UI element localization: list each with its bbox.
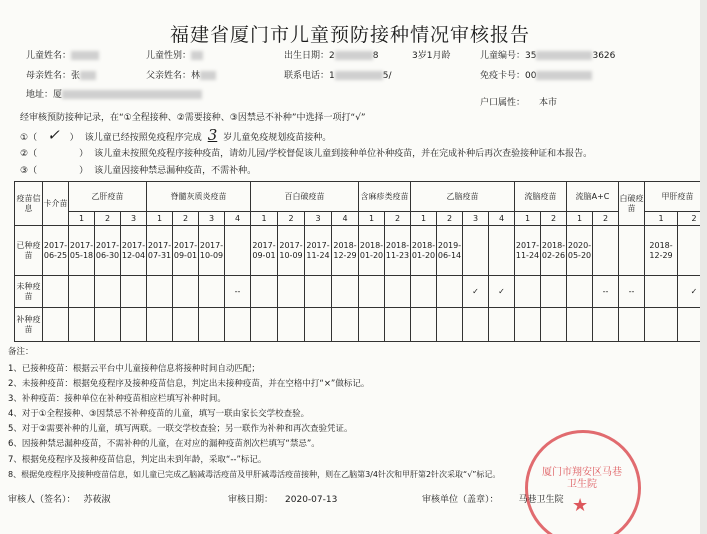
- dose-date-cell: 2017-06-25: [43, 226, 69, 276]
- auditor-field: [8, 492, 111, 505]
- dose-number: 3: [199, 212, 225, 226]
- report-title: 福建省厦门市儿童预防接种情况审核报告: [169, 24, 530, 46]
- dose-date-cell: [593, 226, 619, 276]
- note-item: 7、根据免疫程序及接种疫苗信息，判定出未到年龄，采取“--”标记。: [8, 455, 267, 465]
- dose-date-cell: 2020-05-20: [567, 226, 593, 276]
- mark-cell: [437, 276, 463, 308]
- household-value: 本市: [539, 98, 558, 108]
- dose-number: 4: [225, 212, 251, 226]
- dose-date-cell: 2017-09-01: [173, 226, 199, 276]
- dose-date-cell: 2017-06-30: [95, 226, 121, 276]
- dose-number: 2: [678, 212, 700, 226]
- dose-date-cell: 2017-11-24: [305, 226, 332, 276]
- checkmark-icon: ✓: [47, 126, 60, 144]
- auditor-label: 审核人（签名）：: [8, 495, 76, 505]
- child-gender-field: [146, 48, 203, 61]
- dose-date-cell: 2017-10-09: [278, 226, 305, 276]
- option-paren-close: ）: [69, 133, 79, 143]
- dose-number: 3: [463, 212, 489, 226]
- dose-number: 2: [593, 212, 619, 226]
- redaction: [200, 71, 216, 80]
- group-bcg: 卡介苗: [43, 182, 69, 226]
- dose-number: 4: [332, 212, 359, 226]
- dose-date-cell: 2019-06-14: [437, 226, 463, 276]
- group-hepb: 乙肝疫苗: [69, 182, 147, 212]
- catch-up-cell[interactable]: [147, 308, 173, 342]
- father-name-field: [146, 68, 216, 81]
- dose-number: 1: [645, 212, 678, 226]
- dose-date-cell: [489, 226, 515, 276]
- seal-text: 厦门市翔安区马巷卫生院: [542, 467, 622, 490]
- dose-date-cell: 2018-12-29: [645, 226, 678, 276]
- child-no-suffix: 3626: [592, 51, 616, 61]
- group-polio: 脊髓灰质炎疫苗: [147, 182, 251, 212]
- catch-up-cell[interactable]: [645, 308, 678, 342]
- row-label: 已种疫苗: [15, 226, 43, 276]
- catch-up-cell[interactable]: [69, 308, 95, 342]
- dose-number: 2: [278, 212, 305, 226]
- option-text: 该儿童因接种禁忌漏种疫苗，不需补种。: [94, 166, 257, 176]
- address-label: 地址：: [26, 90, 54, 100]
- catch-up-cell[interactable]: [199, 308, 225, 342]
- dose-date-cell: [463, 226, 489, 276]
- vacc-card-field: [480, 68, 592, 81]
- redaction: [80, 71, 96, 80]
- mark-cell: [305, 276, 332, 308]
- phone-tail: 5/: [382, 71, 392, 81]
- catch-up-cell[interactable]: [278, 308, 305, 342]
- household-field: [480, 95, 557, 108]
- catch-up-cell[interactable]: [43, 308, 69, 342]
- note-item: 5、对于②需要补种的儿童，填写两联。一联交学校查验；另一联作为补种和再次查验凭证。: [8, 424, 353, 434]
- child-gender-label: 儿童性别：: [146, 51, 192, 61]
- catch-up-cell[interactable]: [437, 308, 463, 342]
- mark-cell: [69, 276, 95, 308]
- father-name-label: 父亲姓名：: [146, 71, 192, 81]
- note-item: 1、已接种疫苗：根据云平台中儿童接种信息将接种时间自动匹配；: [8, 364, 260, 374]
- household-label: 户口属性：: [480, 98, 526, 108]
- mark-cell: --: [225, 276, 251, 308]
- mark-cell: [385, 276, 411, 308]
- audit-date-field: [228, 492, 337, 505]
- note-item: 8、根据免疫程序及接种疫苗信息，如儿童已完成乙脑减毒活疫苗及甲肝减毒活疫苗接种，则在乙脑第3/4针次和甲肝第2针次采取“√”标记。: [8, 470, 501, 479]
- option-3[interactable]: [20, 163, 256, 176]
- audit-date-value: 2020-07-13: [285, 495, 338, 505]
- catch-up-cell[interactable]: [173, 308, 199, 342]
- dose-date-cell: 2017-07-31: [147, 226, 173, 276]
- redaction: [62, 90, 202, 99]
- group-dtp: 百白破疫苗: [251, 182, 359, 212]
- star-icon: ★: [572, 495, 589, 516]
- dose-date-cell: [225, 226, 251, 276]
- mark-cell: --: [593, 276, 619, 308]
- redaction: [536, 71, 592, 80]
- catch-up-cell[interactable]: [619, 308, 645, 342]
- mother-name-label: 母亲姓名：: [26, 71, 72, 81]
- redaction: [71, 51, 99, 60]
- vacc-card-value: 00: [525, 71, 537, 81]
- option-number: ③: [20, 166, 29, 176]
- audit-date-label: 审核日期：: [228, 495, 274, 505]
- option-text: 该儿童已经按照免疫程序完成: [84, 133, 202, 143]
- child-no-label: 儿童编号：: [480, 51, 526, 61]
- dose-date-cell: 2018-11-23: [385, 226, 411, 276]
- group-measles: 含麻疹类疫苗: [359, 182, 411, 212]
- catch-up-cell[interactable]: [593, 308, 619, 342]
- child-no-prefix: 35: [525, 51, 537, 61]
- row-label: 补种疫苗: [15, 308, 43, 342]
- catch-up-cell[interactable]: [121, 308, 147, 342]
- dose-number: 1: [251, 212, 278, 226]
- dose-date-cell: 2017-05-18: [69, 226, 95, 276]
- catch-up-cell[interactable]: [463, 308, 489, 342]
- redaction: [536, 51, 592, 60]
- option-number: ②: [20, 149, 29, 159]
- audit-unit-label: 审核单位（盖章）：: [422, 495, 499, 505]
- table-dose-row: [15, 212, 701, 226]
- vaccination-table: [14, 181, 700, 342]
- catch-up-cell[interactable]: [95, 308, 121, 342]
- option-paren-close: ）: [79, 166, 89, 176]
- dose-number: 1: [411, 212, 437, 226]
- dose-number: 2: [385, 212, 411, 226]
- mark-cell: [515, 276, 541, 308]
- dose-date-cell: [619, 226, 645, 276]
- group-dt: 白破疫苗: [619, 182, 645, 226]
- dose-date-cell: 2017-12-04: [121, 226, 147, 276]
- dose-date-cell: 2018-02-26: [541, 226, 567, 276]
- mark-cell: [199, 276, 225, 308]
- dose-number: 2: [173, 212, 199, 226]
- row-header-cell: 疫苗信息: [15, 182, 43, 226]
- child-no-field: [480, 48, 615, 61]
- dose-date-cell: 2017-09-01: [251, 226, 278, 276]
- mark-cell: [278, 276, 305, 308]
- child-name-label: 儿童姓名：: [26, 51, 72, 61]
- table-group-header-row: [15, 182, 701, 212]
- dose-number: 1: [515, 212, 541, 226]
- option-text-tail: 岁儿童免疫规划疫苗接种。: [223, 133, 332, 143]
- birth-date-label: 出生日期：: [284, 51, 330, 61]
- instruction-text: 经审核预防接种记录，在“①全程接种、②需要接种、③因禁忌不补种”中选择一项打“√”: [20, 113, 366, 123]
- dose-date-cell: 2018-12-29: [332, 226, 359, 276]
- dose-number: 2: [437, 212, 463, 226]
- option-2[interactable]: [20, 146, 592, 159]
- mark-cell: [121, 276, 147, 308]
- notes-heading: 备注：: [8, 347, 34, 357]
- mark-cell: [645, 276, 678, 308]
- birth-date-field: [284, 48, 378, 61]
- address-value: 厦: [53, 90, 63, 100]
- auditor-signature: 苏莜淑: [83, 495, 111, 505]
- dose-date-cell: [678, 226, 700, 276]
- mark-cell: --: [619, 276, 645, 308]
- father-name-value: 林: [191, 71, 201, 81]
- dose-number: 1: [69, 212, 95, 226]
- group-je: 乙脑疫苗: [411, 182, 515, 212]
- mark-cell: [95, 276, 121, 308]
- catch-up-cell[interactable]: [225, 308, 251, 342]
- address-field: [26, 87, 202, 100]
- group-hepa: 甲肝疫苗: [645, 182, 700, 212]
- dose-number: 1: [359, 212, 385, 226]
- catch-up-cell[interactable]: [305, 308, 332, 342]
- redaction: [335, 51, 373, 60]
- catch-up-cell[interactable]: [359, 308, 385, 342]
- audit-unit-field: [422, 492, 564, 505]
- phone-field: [284, 68, 392, 81]
- mark-cell: ✓: [463, 276, 489, 308]
- option-paren-open: （: [28, 166, 38, 176]
- note-item: 4、对于①全程接种、③因禁忌不补种疫苗的儿童，填写一联由家长交学校查验。: [8, 409, 310, 419]
- group-mpsv-ac: 流脑A+C: [567, 182, 619, 212]
- birth-date-value: 2: [329, 51, 335, 61]
- mark-cell: [541, 276, 567, 308]
- mother-name-field: [26, 68, 96, 81]
- option-paren-close: ）: [79, 149, 89, 159]
- catch-up-cell[interactable]: [567, 308, 593, 342]
- mark-cell: [411, 276, 437, 308]
- mark-cell: [332, 276, 359, 308]
- option-text: 该儿童未按照免疫程序接种疫苗，请幼儿园/学校督促该儿童到接种单位补种疫苗，并在完成补种后再次查验接种证和本报告。: [94, 149, 593, 159]
- mark-cell: [567, 276, 593, 308]
- catch-up-cell[interactable]: [411, 308, 437, 342]
- redaction: [335, 71, 383, 80]
- dose-date-cell: 2017-10-09: [199, 226, 225, 276]
- phone-value: 1: [329, 71, 335, 81]
- dose-number: 3: [305, 212, 332, 226]
- option-paren-open: （: [28, 133, 38, 143]
- catch-up-cell[interactable]: [489, 308, 515, 342]
- audit-unit-value: 马巷卫生院: [518, 495, 564, 505]
- dose-date-cell: 2017-11-24: [515, 226, 541, 276]
- note-item: 6、因接种禁忌漏种疫苗，不需补种的儿童，在对应的漏种疫苗剂次栏填写“禁忌”。: [8, 439, 320, 449]
- catch-up-cell[interactable]: [678, 308, 700, 342]
- table-row-catch-up: [15, 308, 701, 342]
- note-item: 3、补种疫苗：接种单位在补种疫苗相应栏填写补种时间。: [8, 394, 226, 404]
- catch-up-cell[interactable]: [332, 308, 359, 342]
- option-number: ①: [20, 133, 29, 143]
- dose-date-cell: 2018-01-20: [411, 226, 437, 276]
- mother-name-value: 张: [71, 71, 81, 81]
- dose-number: 1: [567, 212, 593, 226]
- catch-up-cell[interactable]: [541, 308, 567, 342]
- dose-date-cell: 2018-01-20: [359, 226, 385, 276]
- mark-cell: [359, 276, 385, 308]
- birth-date-tail: 8: [372, 51, 379, 61]
- note-item: 2、未接种疫苗：根据免疫程序及接种疫苗信息，判定出未接种疫苗，并在空格中打“×”做标记。: [8, 379, 370, 389]
- dose-number: 2: [95, 212, 121, 226]
- mark-cell: [251, 276, 278, 308]
- mark-cell: ✓: [489, 276, 515, 308]
- phone-label: 联系电话：: [284, 71, 330, 81]
- catch-up-cell[interactable]: [515, 308, 541, 342]
- catch-up-cell[interactable]: [251, 308, 278, 342]
- vacc-card-label: 免疫卡号：: [480, 71, 526, 81]
- mark-cell: [173, 276, 199, 308]
- dose-number: 4: [489, 212, 515, 226]
- handwritten-age: 3: [207, 126, 218, 144]
- table-row-received: [15, 226, 701, 276]
- official-seal: [525, 430, 641, 534]
- redaction: [191, 51, 203, 60]
- dose-number: 1: [147, 212, 173, 226]
- option-paren-open: （: [28, 149, 38, 159]
- catch-up-cell[interactable]: [385, 308, 411, 342]
- option-1[interactable]: [20, 126, 331, 144]
- mark-cell: [43, 276, 69, 308]
- table-row-not-received: [15, 276, 701, 308]
- row-label: 未种疫苗: [15, 276, 43, 308]
- child-name-field: [26, 48, 99, 61]
- age-value: 3岁1月龄: [412, 51, 451, 61]
- mark-cell: [147, 276, 173, 308]
- group-mpsv: 流脑疫苗: [515, 182, 567, 212]
- mark-cell: ✓: [678, 276, 700, 308]
- dose-number: 2: [541, 212, 567, 226]
- dose-number: 3: [121, 212, 147, 226]
